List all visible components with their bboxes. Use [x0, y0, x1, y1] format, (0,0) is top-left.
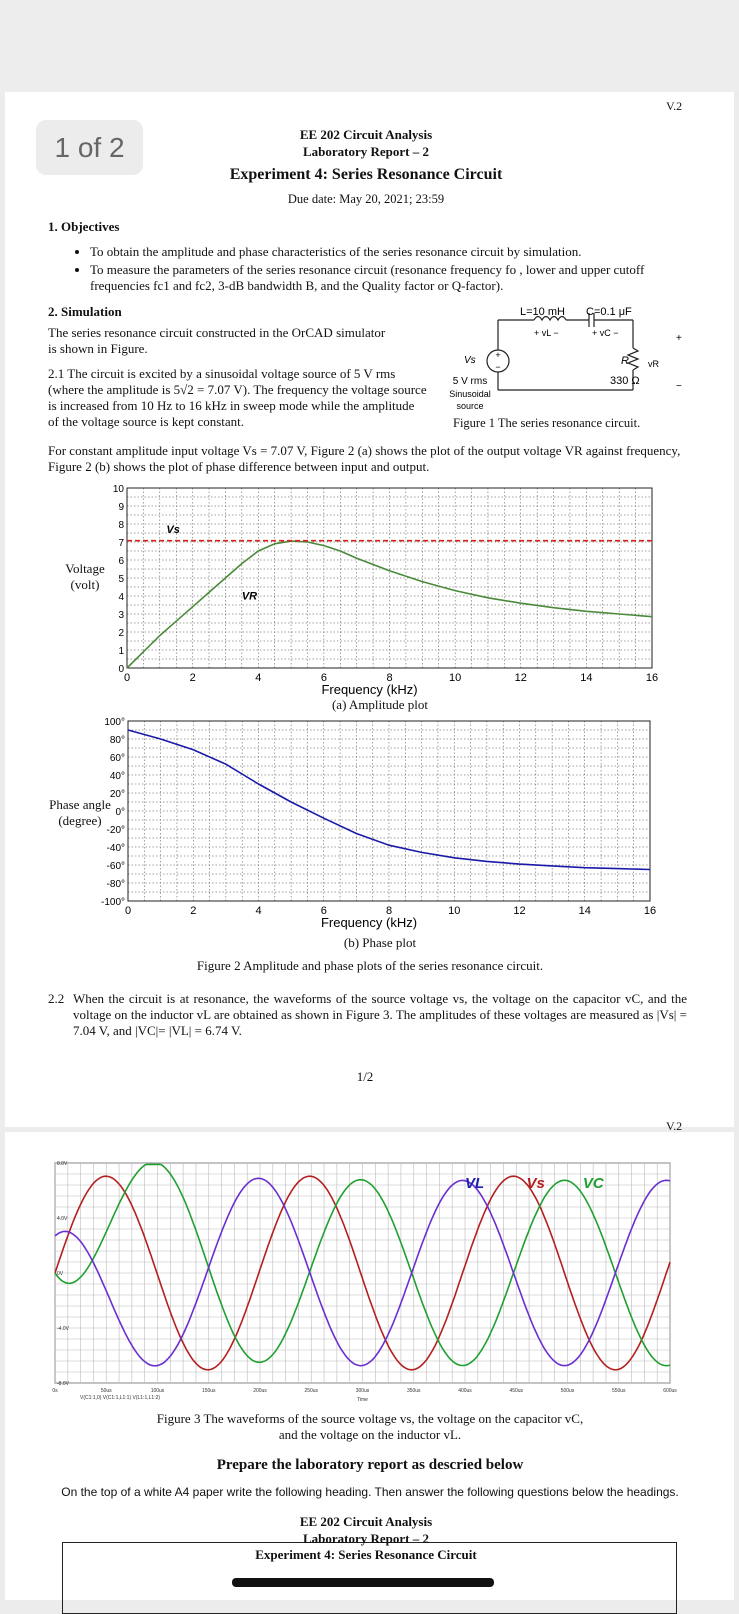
y-tick-label: 20°	[109, 789, 125, 800]
x-tick-label: 100us	[150, 1388, 165, 1394]
phase-ylabel-line2: (degree)	[58, 813, 102, 828]
paragraph-2-2: When the circuit is at resonance, the waveforms of the source voltage vs, the voltage on the capacitor vC, and the voltage on the inductor vL are obtained as shown in Figure 3. The amplitudes of these voltages are measured as |Vs| = 7.04 V, and |VC|= |VL| = 6.74 V.	[73, 991, 687, 1038]
y-tick-label: 4	[118, 592, 124, 603]
y-tick-label: 3	[118, 610, 124, 621]
figure-1-caption: Figure 1 The series resonance circuit.	[453, 416, 641, 430]
x-tick-label: 600us	[663, 1388, 677, 1394]
y-tick-label: 0°	[115, 807, 125, 818]
viewer-background	[0, 0, 739, 92]
resistor-label: R	[621, 355, 629, 367]
y-tick-label: 4.0V	[57, 1216, 68, 1222]
circuit-diagram	[438, 300, 693, 415]
resistor-symbol	[628, 348, 638, 370]
y-tick-label: 60°	[109, 753, 125, 764]
x-tick-label: 150us	[201, 1388, 216, 1394]
legend-text: V(C1:1,0) V(C1:1,L1:1) V(L1:1,L1:2)	[80, 1395, 161, 1401]
amp-ylabel-line2: (volt)	[70, 577, 100, 592]
x-tick-label: 350us	[406, 1388, 421, 1394]
x-axis-label: Frequency (kHz)	[320, 915, 418, 930]
x-tick-label: 0	[123, 672, 131, 684]
paragraph-constant-input: For constant amplitude input voltage Vs = 7.07 V, Figure 2 (a) shows the plot of the output voltage VR against frequency, Figure 2 (b) shows the plot of phase difference between input and output.	[48, 443, 681, 474]
prepare-heading: Prepare the laboratory report as descried below	[216, 1457, 524, 1473]
amplitude-plot	[100, 478, 680, 708]
x-tick-label: 500us	[560, 1388, 575, 1394]
y-tick-label: -40°	[106, 843, 125, 854]
series-line-phase	[128, 730, 650, 870]
x-tick-label: 4	[255, 672, 262, 684]
box-report-title: Laboratory Report – 2	[302, 1531, 429, 1546]
phase-ylabel-line1: Phase angle	[49, 797, 111, 812]
x-tick-label: 8	[385, 905, 393, 917]
y-tick-label: 6	[118, 556, 124, 567]
report-title: Laboratory Report – 2	[302, 144, 429, 159]
phase-caption: (b) Phase plot	[343, 935, 417, 950]
waveform-plot	[52, 1155, 685, 1410]
y-tick-label: 0	[118, 664, 124, 675]
vl-polarity: + vL −	[534, 328, 559, 338]
resistor-value: 330 Ω	[610, 375, 640, 387]
vr-label: vR	[648, 359, 659, 369]
x-tick-label: 2	[190, 905, 197, 917]
x-tick-label: 2	[189, 672, 196, 684]
y-tick-label: 8	[118, 520, 124, 531]
x-axis-label: Frequency (kHz)	[321, 682, 418, 697]
amp-caption: (a) Amplitude plot	[331, 697, 429, 712]
x-tick-label: 200us	[253, 1388, 267, 1394]
capacitor-label: C=0.1 μF	[586, 306, 632, 318]
x-tick-label: 16	[645, 672, 659, 684]
x-tick-label: 550us	[611, 1388, 626, 1394]
x-tick-label: 16	[643, 905, 657, 917]
simulation-intro: The series resonance circuit constructed in the OrCAD simulator is shown in Figure.	[48, 325, 386, 356]
figure-2-caption: Figure 2 Amplitude and phase plots of the series resonance circuit.	[196, 958, 544, 973]
source-minus-sign: −	[495, 362, 501, 372]
experiment-title: Experiment 4: Series Resonance Circuit	[229, 166, 503, 183]
course-title: EE 202 Circuit Analysis	[299, 127, 433, 142]
series-label-vr: VR	[241, 590, 258, 603]
x-tick-label: 12	[514, 672, 527, 684]
x-tick-label: 14	[580, 672, 593, 684]
figure-3-caption-line1: Figure 3 The waveforms of the source voltage vs, the voltage on the capacitor vC,	[156, 1411, 584, 1426]
source-label: Vs	[464, 355, 476, 366]
x-tick-label: 0	[124, 905, 132, 917]
x-tick-label: 14	[578, 905, 591, 917]
y-tick-label: 9	[118, 502, 124, 513]
amp-ylabel-line1: Voltage	[65, 561, 105, 576]
y-tick-label: 80°	[109, 735, 125, 746]
x-tick-label: 6	[320, 672, 327, 684]
page-number: 1/2	[356, 1069, 374, 1084]
phase-plot	[95, 713, 680, 943]
source-word: source	[456, 401, 484, 411]
version-label: V.2	[666, 99, 683, 113]
objective-item: • To measure the parameters of the series resonance circuit (resonance frequency fo , lower and upper cutoff frequencies fc1 and fc2, 3-dB bandwidth B, and the Quality factor or Q-factor).	[90, 262, 674, 294]
y-tick-label: -4.0V	[57, 1326, 69, 1332]
y-tick-label: -8.0V	[57, 1381, 69, 1387]
objectives-list	[66, 244, 674, 296]
paragraph-2-1: 2.1 The circuit is excited by a sinusoidal voltage source of 5 V rms (where the amplitude is 5√2 = 7.07 V). The frequency the voltage source is increased from 10 Hz to 16 kHz in sweep mode while the amplitude of the voltage source is kept constant.	[48, 366, 427, 429]
x-tick-label: 8	[386, 672, 393, 684]
box-course-title: EE 202 Circuit Analysis	[299, 1514, 433, 1529]
y-tick-label: 1	[118, 646, 124, 657]
redaction-bar	[232, 1578, 494, 1587]
objective-item: • To obtain the amplitude and phase characteristics of the series resonance circuit by simulation.	[90, 244, 674, 260]
source-plus-sign: +	[495, 350, 501, 360]
x-axis-label: Time	[357, 1397, 368, 1403]
y-tick-label: -20°	[106, 825, 125, 836]
inductor-label: L=10 mH	[520, 306, 565, 318]
y-tick-label: -100°	[100, 897, 125, 908]
y-tick-label: 7	[118, 538, 124, 549]
section-objectives-title: 1. Objectives	[48, 219, 120, 234]
x-tick-label: 250us	[304, 1388, 319, 1394]
source-type: Sinusoidal	[449, 389, 491, 399]
x-tick-label: 4	[255, 905, 262, 917]
y-tick-label: 8.0V	[57, 1161, 68, 1167]
x-tick-label: 6	[320, 905, 327, 917]
x-tick-label: 10	[448, 905, 461, 917]
y-tick-label: -60°	[106, 861, 125, 872]
figure-3-caption	[110, 1411, 630, 1443]
x-tick-label: 10	[449, 672, 462, 684]
y-tick-label: 2	[118, 628, 124, 639]
waveform-label: VL	[465, 1174, 485, 1192]
x-tick-label: 450us	[509, 1388, 524, 1394]
source-rms: 5 V rms	[452, 376, 488, 387]
x-tick-label: 50us	[100, 1388, 112, 1394]
y-tick-label: 5	[118, 574, 124, 585]
x-tick-label: 0s	[52, 1388, 58, 1394]
waveform-label: VC	[582, 1174, 604, 1192]
paragraph-2-2-number: 2.2	[48, 991, 65, 1006]
vr-plus: +	[676, 333, 682, 344]
instruction-text: On the top of a white A4 paper write the following heading. Then answer the following questions below the headings.	[61, 1485, 679, 1499]
version-label-page2: V.2	[666, 1119, 683, 1133]
y-tick-label: 40°	[109, 771, 125, 782]
vc-polarity: + vC −	[592, 328, 619, 338]
section-simulation-title: 2. Simulation	[48, 304, 122, 319]
figure-3-caption-line2: and the voltage on the inductor vL.	[278, 1427, 462, 1442]
x-tick-label: 300us	[355, 1388, 370, 1394]
x-tick-label: 400us	[458, 1388, 472, 1394]
waveform-label: Vs	[526, 1174, 545, 1192]
due-date: Due date: May 20, 2021; 23:59	[287, 192, 445, 206]
x-tick-label: 12	[513, 905, 526, 917]
vr-minus: −	[676, 381, 682, 392]
page-indicator: 1 of 2	[36, 120, 143, 175]
y-tick-label: 0V	[57, 1271, 64, 1277]
box-experiment-title: Experiment 4: Series Resonance Circuit	[255, 1547, 477, 1562]
series-label-vs: Vs	[166, 524, 180, 536]
y-tick-label: -80°	[106, 879, 125, 890]
y-tick-label: 100°	[104, 717, 125, 728]
y-tick-label: 10	[112, 484, 124, 495]
